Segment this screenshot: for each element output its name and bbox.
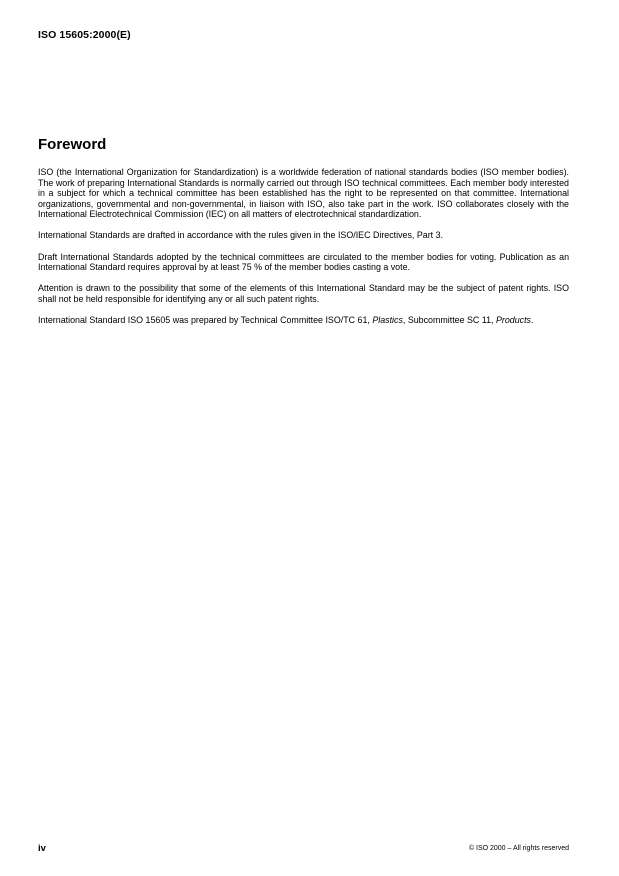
copyright-notice: © ISO 2000 – All rights reserved bbox=[468, 845, 569, 852]
committee-text-middle: , Subcommittee SC 11, bbox=[402, 314, 496, 325]
document-id-header: ISO 15605:2000(E) bbox=[38, 29, 131, 41]
committee-text-after: . bbox=[530, 314, 534, 325]
committee-plastics: Plastics bbox=[372, 314, 403, 325]
paragraph-committee-info bbox=[38, 315, 569, 326]
committee-products: Products bbox=[495, 314, 531, 325]
paragraph-patent-rights: Attention is drawn to the possibility that some of the elements of this International Standard may be the subject of patent rights. ISO shall not be held responsible for identifying any or all such patent rights. bbox=[38, 283, 569, 304]
paragraph-drafting-rules: International Standards are drafted in accordance with the rules given in the ISO/IEC Directives, Part 3. bbox=[38, 230, 444, 241]
paragraph-voting: Draft International Standards adopted by the technical committees are circulated to the member bodies for voting. Publication as an International Standard requires approval by at least 75 % of the member bodies casting a vote. bbox=[38, 251, 569, 273]
foreword-body bbox=[38, 167, 569, 336]
page-title: Foreword bbox=[38, 136, 107, 153]
page-number: iv bbox=[38, 843, 46, 854]
committee-text-before: International Standard ISO 15605 was prepared by Technical Committee ISO/TC 61, bbox=[38, 314, 373, 325]
paragraph-iso-federation: ISO (the International Organization for Standardization) is a worldwide federation of national standards bodies (ISO member bodies). The work of preparing International Standards is normally carried out through ISO technical committees. Each member body interested in a subject for which a technical committee has been established has the right to be represented on that committee. International organizations, governmental and non-governmental, in liaison with ISO, also take part in the work. ISO collaborates closely with the International Electrotechnical Commission (IEC) on all matters of electrotechnical standardization. bbox=[38, 167, 569, 220]
